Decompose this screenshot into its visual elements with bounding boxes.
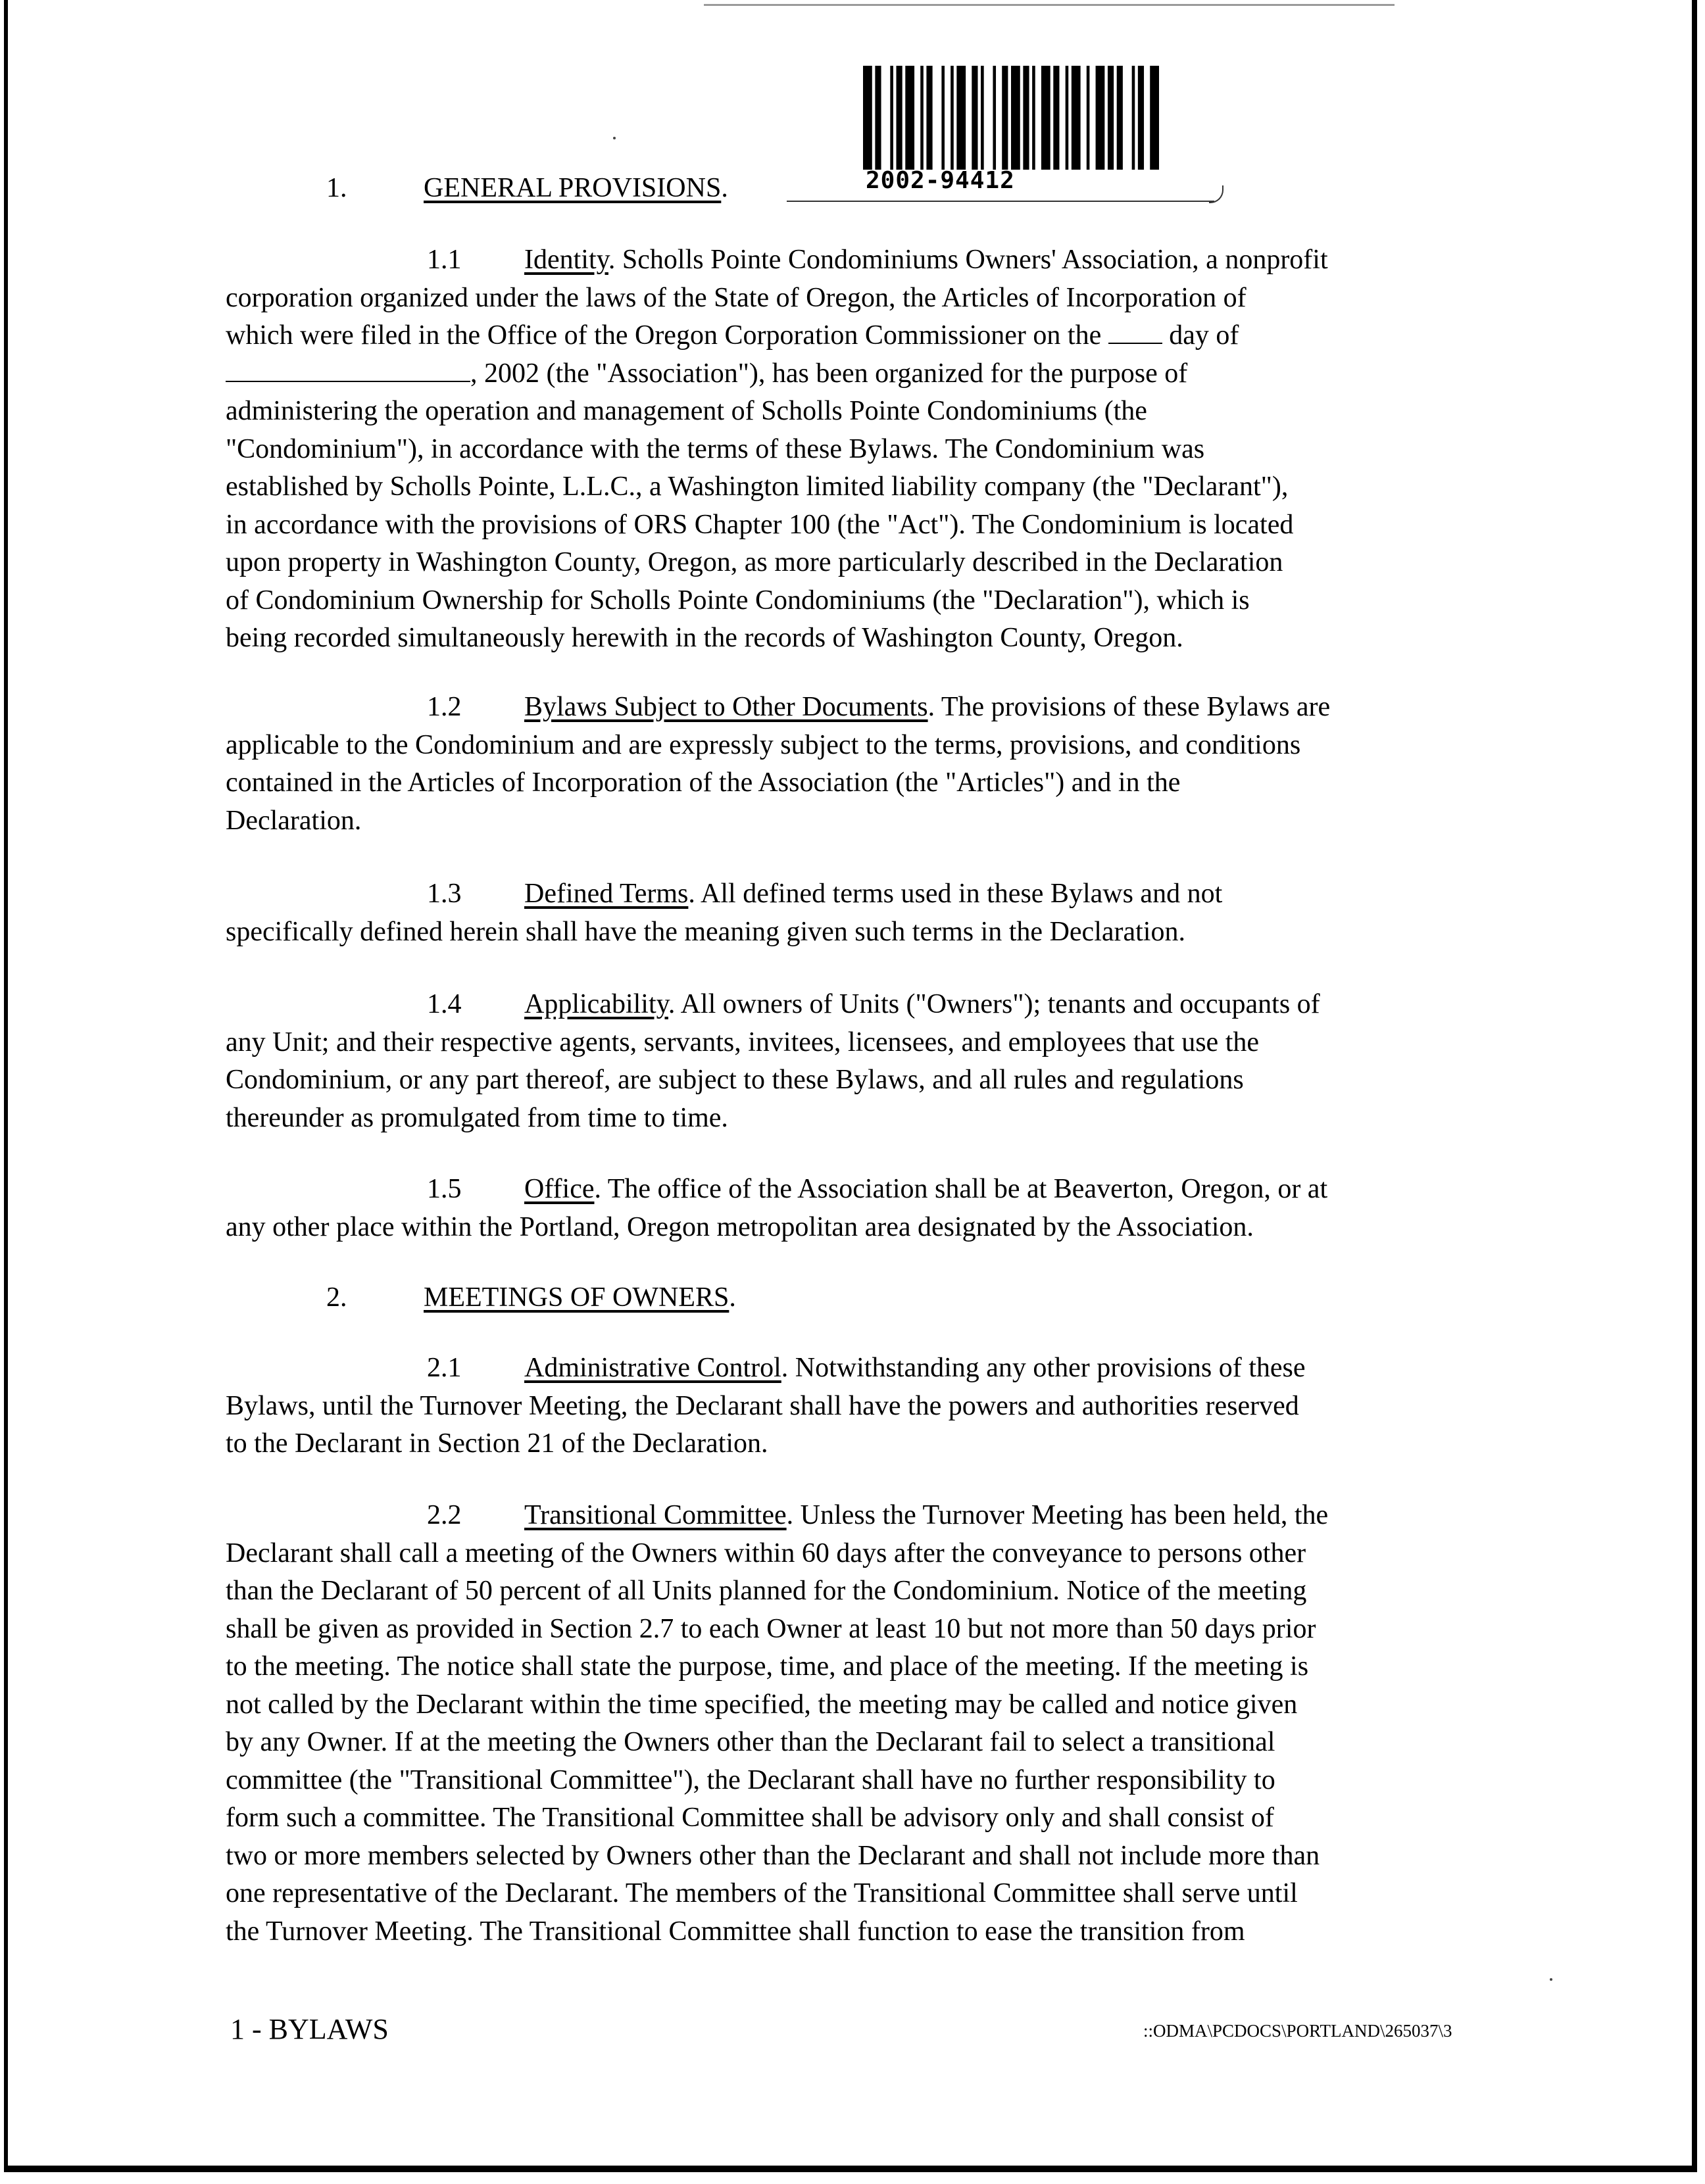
paragraph-number: 1.2 bbox=[427, 692, 462, 722]
barcode-bar bbox=[1066, 66, 1069, 170]
barcode-bar bbox=[1072, 66, 1081, 170]
section-number: 2. bbox=[326, 1282, 347, 1313]
barcode-bar bbox=[1032, 66, 1035, 170]
paragraph-number: 1.5 bbox=[427, 1174, 462, 1204]
barcode-bar bbox=[1117, 66, 1123, 170]
barcode-bar bbox=[1041, 66, 1050, 170]
section-title: MEETINGS OF OWNERS bbox=[424, 1282, 729, 1313]
barcode-bar bbox=[890, 66, 893, 170]
paragraph-number: 2.1 bbox=[427, 1353, 462, 1383]
paragraph-1-5: 1.5 Office. The office of the Association shall be at Beaverton, Oregon, or at any other place within the Portland, Oregon metropolitan area designated by the Association. bbox=[226, 1171, 1541, 1246]
paragraph-title: Office bbox=[524, 1174, 595, 1204]
barcode-bar bbox=[920, 66, 924, 170]
speck bbox=[613, 137, 616, 139]
barcode-bar bbox=[1011, 66, 1020, 170]
paragraph-number: 1.1 bbox=[427, 245, 462, 275]
barcode-bar bbox=[941, 66, 945, 170]
barcode-bar bbox=[1053, 66, 1059, 170]
section-heading: 2. MEETINGS OF OWNERS. bbox=[326, 1279, 736, 1317]
blank-day bbox=[1108, 318, 1162, 344]
paragraph-1-3: 1.3 Defined Terms. All defined terms used in these Bylaws and not specifically defined herein shall have the meaning given such terms in the Declaration. bbox=[226, 875, 1541, 951]
section-title: GENERAL PROVISIONS bbox=[424, 173, 722, 203]
paragraph-title: Bylaws Subject to Other Documents bbox=[524, 692, 928, 722]
barcode-bar bbox=[1002, 66, 1008, 170]
barcode-number: 2002-94412 bbox=[866, 167, 1015, 194]
paragraph-number: 1.4 bbox=[427, 989, 462, 1019]
barcode-bar bbox=[956, 66, 966, 170]
barcode-bar bbox=[875, 66, 881, 170]
speck bbox=[1550, 1978, 1552, 1981]
paragraph-title: Administrative Control bbox=[524, 1353, 781, 1383]
paragraph-1-2: 1.2 Bylaws Subject to Other Documents. The provisions of these Bylaws are applicable to the Condominium and are expressly subject to the terms, provisions, and conditions contained in the Articles of Incorporation of the Association (the "Articles") and in the Declaration. bbox=[226, 689, 1541, 840]
barcode-bar bbox=[1023, 66, 1029, 170]
paragraph-2-2: 2.2 Transitional Committee. Unless the Turnover Meeting has been held, the Declarant shall call a meeting of the Owners within 60 days after the conveyance to persons other than the Declarant of 50 percent of all Units planned for the Condominium. Notice of the meeting shall be given as provided in Section 2.7 to each Owner at least 10 but not more than 50 days prior to the meeting. The notice shall state the purpose, time, and place of the meeting. If the meeting is not called by the Declarant within the time specified, the meeting may be called and notice given by any Owner. If at the meeting the Owners other than the Declarant fail to select a transitional committee (the "Transitional Committee"), the Declarant shall have no further responsibility to form such a committee. The Transitional Committee shall be advisory only and shall consist of two or more members selected by Owners other than the Declarant and shall not include more than one representative of the Declarant. The members of the Transitional Committee shall serve until the Turnover Meeting. The Transitional Committee shall function to ease the transition from bbox=[226, 1497, 1541, 1951]
barcode-bar bbox=[951, 66, 954, 170]
paragraph-title: Defined Terms bbox=[524, 879, 689, 909]
paragraph-number: 2.2 bbox=[427, 1500, 462, 1530]
barcode-bar bbox=[863, 66, 872, 170]
barcode-bar bbox=[897, 66, 902, 170]
scan-line bbox=[787, 201, 1214, 202]
section-number: 1. bbox=[326, 173, 347, 203]
barcode-bar bbox=[993, 66, 996, 170]
paragraph-title: Transitional Committee bbox=[524, 1500, 787, 1530]
barcode-bar bbox=[1150, 66, 1159, 170]
barcode-bar bbox=[972, 66, 977, 170]
footer-doc-path: ::ODMA\PCDOCS\PORTLAND\265037\3 bbox=[1143, 2021, 1452, 2041]
barcode bbox=[863, 66, 1159, 170]
blank-month bbox=[226, 356, 470, 382]
barcode-bar bbox=[1138, 66, 1144, 170]
section-heading: 1. GENERAL PROVISIONS. bbox=[326, 170, 728, 208]
barcode-bar bbox=[1108, 66, 1114, 170]
top-rule bbox=[704, 4, 1395, 6]
footer-page-label: 1 - BYLAWS bbox=[230, 2013, 389, 2045]
barcode-bar bbox=[1087, 66, 1090, 170]
paragraph-1-1: 1.1 Identity. Scholls Pointe Condominiums Owners' Association, a nonprofit corporation organized under the laws of the State of Oregon, the Articles of Incorporation of which were filed in the Office of the Oregon Corporation Commissioner on the day of , 2002 (the "Association"), has been organized for the purpose of administering the operation and management of Scholls Pointe Condominiums (the "Condominium"), in accordance with the terms of these Bylaws. The Condominium was established by Scholls Pointe, L.L.C., a Washington limited liability company (the "Declarant"), in accordance with the provisions of ORS Chapter 100 (the "Act"). The Condominium is located upon property in Washington County, Oregon, as more particularly described in the Declaration of Condominium Ownership for Scholls Pointe Condominiums (the "Declaration"), which is being recorded simultaneously herewith in the records of Washington County, Oregon. bbox=[226, 241, 1541, 658]
paragraph-title: Applicability bbox=[524, 989, 668, 1019]
barcode-bar bbox=[926, 66, 932, 170]
barcode-bar bbox=[1132, 66, 1135, 170]
barcode-bar bbox=[981, 66, 984, 170]
barcode-bar bbox=[905, 66, 914, 170]
paragraph-2-1: 2.1 Administrative Control. Notwithstanding any other provisions of these Bylaws, until the Turnover Meeting, the Declarant shall have the powers and authorities reserved to the Declarant in Section 21 of the Declaration. bbox=[226, 1349, 1541, 1463]
paragraph-number: 1.3 bbox=[427, 879, 462, 909]
paragraph-title: Identity bbox=[524, 245, 608, 275]
paragraph-1-4: 1.4 Applicability. All owners of Units ("Owners"); tenants and occupants of any Unit; and their respective agents, servants, invitees, licensees, and employees that use the Condominium, or any part thereof, are subject to these Bylaws, and all rules and regulations thereunder as promulgated from time to time. bbox=[226, 986, 1541, 1137]
barcode-bar bbox=[1096, 66, 1105, 170]
